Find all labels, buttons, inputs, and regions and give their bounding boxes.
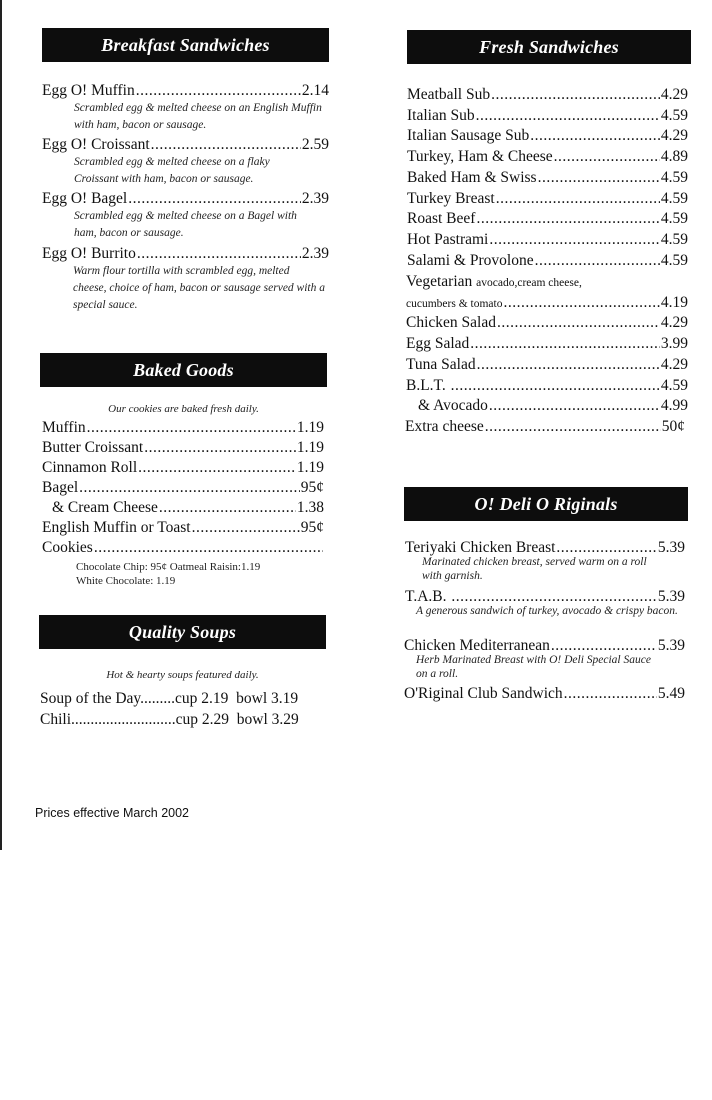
item-name: Turkey Breast	[407, 190, 495, 207]
item-name: Roast Beef	[407, 210, 476, 227]
item-name: & Cream Cheese	[52, 499, 158, 516]
item-name: English Muffin or Toast	[42, 519, 191, 536]
item-name: Cookies	[42, 539, 93, 556]
originals-title: O! Deli O Riginals	[474, 493, 618, 514]
dot-leader	[489, 396, 660, 416]
menu-item-turkey-ham-cheese	[407, 147, 688, 167]
menu-item-chili	[40, 710, 299, 730]
dot-leader	[138, 458, 296, 478]
originals-header	[404, 487, 688, 521]
item-name: Egg O! Muffin	[42, 82, 135, 99]
menu-item-italian-sub	[407, 106, 688, 126]
dot-leader	[485, 417, 661, 437]
dot-leader	[497, 313, 660, 333]
dot-leader	[503, 293, 659, 313]
menu-item-original-club	[404, 684, 685, 704]
item-name: Italian Sub	[407, 107, 475, 124]
item-description: Scrambled egg & melted cheese on an English Muffin with ham, bacon or sausage.	[74, 102, 322, 131]
dot-leader	[489, 230, 660, 250]
menu-item-meatball-sub	[407, 85, 688, 105]
dot-leader	[476, 106, 660, 126]
menu-item-hot-pastrami	[407, 230, 688, 250]
item-price: 1.38	[296, 499, 324, 516]
item-name: Hot Pastrami	[407, 231, 489, 248]
item-price: 4.59	[660, 210, 688, 227]
item-price: 4.29	[660, 314, 688, 331]
dot-leader	[144, 438, 296, 458]
dot-leader	[87, 418, 296, 438]
cookie-prices-line1: Chocolate Chip: 95¢ Oatmeal Raisin:1.19	[76, 561, 261, 573]
item-name: Egg Salad	[406, 335, 470, 352]
item-price: 4.19	[660, 294, 688, 311]
item-name: Chili...........................cup	[40, 711, 199, 728]
menu-item-soup-of-the-day	[40, 689, 298, 709]
prices-effective-note: Prices effective March 2002	[35, 806, 190, 820]
menu-item-egg-salad	[406, 334, 688, 354]
item-name: B.L.T.	[406, 377, 446, 394]
item-description: Scrambled egg & melted cheese on a flaky Croissant with ham, bacon or sausage.	[74, 156, 270, 185]
item-price: 5.49	[657, 685, 685, 702]
dot-leader	[128, 189, 301, 209]
item-price: 4.29	[660, 356, 688, 373]
item-description: Herb Marinated Breast with O! Deli Special Sauce on a roll.	[416, 654, 651, 680]
item-price: 95¢	[300, 479, 324, 496]
item-name: Soup of the Day.........cup	[40, 690, 198, 707]
item-name: Salami & Provolone	[407, 252, 534, 269]
item-price: 1.19	[296, 459, 324, 476]
menu-item-egg-muffin	[42, 81, 329, 101]
bowl-price: 3.29	[271, 711, 299, 728]
item-price: 5.39	[657, 588, 685, 605]
item-description: A generous sandwich of turkey, avocado & crispy bacon.	[416, 605, 678, 617]
item-name: Egg O! Croissant	[42, 136, 150, 153]
menu-item-egg-croissant	[42, 135, 329, 155]
menu-item-chicken-salad	[406, 313, 688, 333]
item-name: Teriyaki Chicken Breast	[405, 539, 556, 556]
item-name: cucumbers & tomato	[406, 298, 503, 310]
soups-note: Hot & hearty soups featured daily.	[106, 669, 259, 681]
fresh-sandwiches-header	[407, 30, 691, 64]
baked-goods-title: Baked Goods	[133, 359, 234, 380]
item-price: 4.29	[660, 86, 688, 103]
dot-leader	[538, 168, 660, 188]
item-name: Cinnamon Roll	[42, 459, 138, 476]
menu-item-egg-bagel	[42, 189, 329, 209]
item-price: 4.59	[660, 169, 688, 186]
dot-leader	[192, 518, 300, 538]
item-price: 2.59	[301, 136, 329, 153]
dot-leader	[491, 85, 660, 105]
page-edge-line	[0, 0, 2, 850]
dot-leader	[470, 334, 660, 354]
item-price: 1.19	[296, 419, 324, 436]
cookie-prices-line2: White Chocolate: 1.19	[76, 575, 176, 587]
item-name: Bagel	[42, 479, 79, 496]
menu-item-turkey-breast	[407, 189, 688, 209]
menu-item-cookies	[42, 538, 324, 558]
dot-leader	[530, 126, 660, 146]
item-price: 4.59	[660, 190, 688, 207]
item-name: & Avocado	[418, 397, 488, 414]
item-price: 1.19	[296, 439, 324, 456]
item-price: 2.39	[301, 190, 329, 207]
item-name: Tuna Salad	[406, 356, 476, 373]
menu-item-baked-ham-swiss	[407, 168, 688, 188]
dot-leader	[476, 209, 659, 229]
item-price: 3.99	[660, 335, 688, 352]
item-price: 4.99	[660, 397, 688, 414]
soups-header	[39, 615, 326, 649]
breakfast-header	[42, 28, 329, 62]
item-price: 4.59	[660, 252, 688, 269]
item-price: 2.39	[301, 245, 329, 262]
item-name: Egg O! Burrito	[42, 245, 136, 262]
dot-leader	[535, 251, 660, 271]
menu-item-muffin	[42, 418, 324, 438]
menu-item-blt	[406, 376, 688, 396]
item-name: Meatball Sub	[407, 86, 491, 103]
menu-item-egg-burrito	[42, 244, 329, 264]
item-price: 5.39	[657, 637, 685, 654]
item-name: Italian Sausage Sub	[407, 127, 530, 144]
dot-leader	[79, 478, 300, 498]
menu-item-cream-cheese	[52, 498, 324, 518]
vegetarian-detail: avocado,cream cheese,	[476, 277, 582, 289]
dot-leader	[159, 498, 296, 518]
item-name: Baked Ham & Swiss	[407, 169, 537, 186]
menu-item-extra-cheese	[405, 417, 685, 437]
item-price: 4.59	[660, 377, 688, 394]
item-price: 4.89	[660, 148, 688, 165]
menu-item-salami-provolone	[407, 251, 688, 271]
item-name: Vegetarian	[406, 273, 473, 290]
item-name: Extra cheese	[405, 418, 484, 435]
dot-leader	[496, 189, 660, 209]
item-name: O'Riginal Club Sandwich	[404, 685, 563, 702]
breakfast-title: Breakfast Sandwiches	[101, 34, 270, 55]
item-price: 4.59	[660, 231, 688, 248]
dot-leader	[94, 538, 323, 558]
menu-item-bagel	[42, 478, 324, 498]
cup-price: 2.29	[201, 711, 230, 728]
dot-leader	[151, 135, 301, 155]
item-price: 2.14	[301, 82, 329, 99]
baked-goods-header	[40, 353, 327, 387]
cup-price: 2.19	[201, 690, 229, 707]
dot-leader	[554, 147, 660, 167]
item-price: 4.29	[660, 127, 688, 144]
item-name: T.A.B.	[405, 588, 447, 605]
bowl-label: bowl	[236, 711, 268, 728]
item-name: Chicken Mediterranean	[404, 637, 550, 654]
menu-item-english-muffin	[42, 518, 324, 538]
item-name: Chicken Salad	[406, 314, 496, 331]
item-description: Marinated chicken breast, served warm on a roll with garnish.	[422, 556, 647, 582]
menu-item-blt-avocado	[418, 396, 688, 416]
bowl-label: bowl	[236, 690, 268, 707]
item-price: 95¢	[300, 519, 324, 536]
menu-item-roast-beef	[407, 209, 688, 229]
menu-item-tuna-salad	[406, 355, 688, 375]
bowl-price: 3.19	[271, 690, 299, 707]
dot-leader	[451, 376, 660, 396]
dot-leader	[137, 244, 301, 264]
soups-title: Quality Soups	[128, 621, 237, 642]
item-name: Turkey, Ham & Cheese	[407, 148, 553, 165]
menu-item-italian-sausage-sub	[407, 126, 688, 146]
item-description: Warm flour tortilla with scrambled egg, melted cheese, choice of ham, bacon or sausage served with a special sauce.	[73, 265, 325, 311]
item-name: Muffin	[42, 419, 86, 436]
dot-leader	[564, 684, 657, 704]
item-name: Butter Croissant	[42, 439, 144, 456]
baked-goods-note: Our cookies are baked fresh daily.	[108, 403, 259, 415]
fresh-sandwiches-title: Fresh Sandwiches	[479, 36, 619, 57]
item-price: 4.59	[660, 107, 688, 124]
menu-item-cinnamon-roll	[42, 458, 324, 478]
item-price: 50¢	[661, 418, 685, 435]
item-description: Scrambled egg & melted cheese on a Bagel with ham, bacon or sausage.	[74, 210, 297, 239]
menu-item-butter-croissant	[42, 438, 324, 458]
item-price: 5.39	[657, 539, 685, 556]
item-name: Egg O! Bagel	[42, 190, 128, 207]
dot-leader	[136, 81, 301, 101]
menu-item-vegetarian-cont	[406, 293, 688, 314]
dot-leader	[477, 355, 660, 375]
menu-item-vegetarian	[406, 272, 688, 293]
